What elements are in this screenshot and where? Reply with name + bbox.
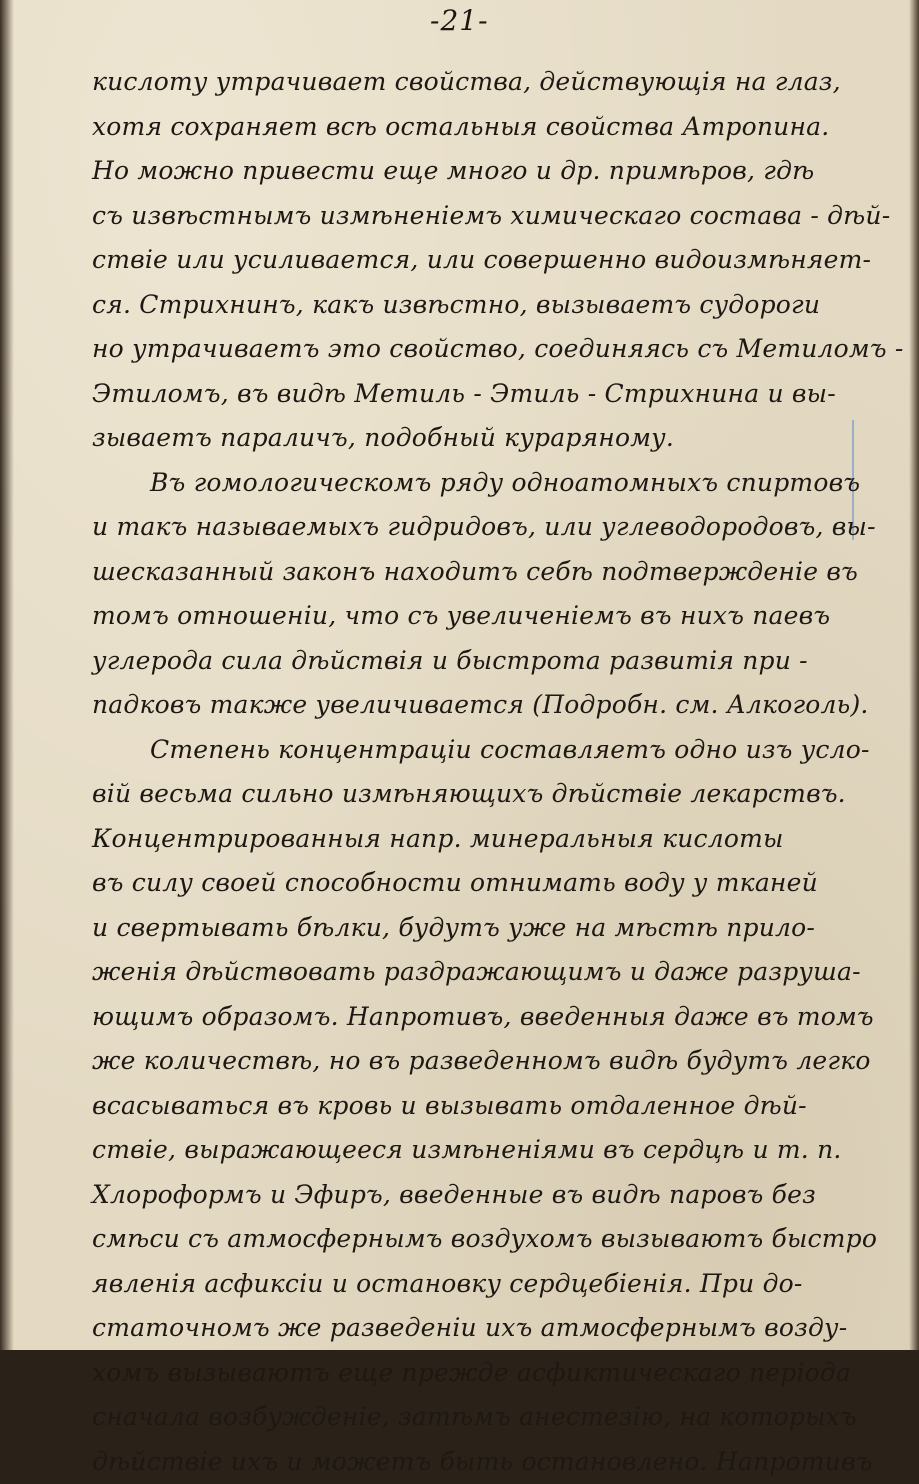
text-line: женiя дѣйствовать раздражающимъ и даже разруша- [92, 950, 862, 995]
text-line: сначала возбужденiе, затѣмъ анестезiю, на которыхъ [92, 1395, 862, 1440]
text-line: ствiе, выражающееся измѣненiями въ сердцѣ и т. п. [92, 1128, 862, 1173]
text-line: шесказанный законъ находитъ себѣ подтвержденiе въ [92, 550, 862, 595]
text-line: смѣси съ атмосфернымъ воздухомъ вызываютъ быстро [92, 1217, 862, 1262]
paragraph-start-line: Въ гомологическомъ ряду одноатомныхъ спиртовъ [92, 461, 862, 506]
text-line: въ силу своей способности отнимать воду у тканей [92, 861, 862, 906]
text-line: и такъ называемыхъ гидридовъ, или углеводородовъ, вы- [92, 505, 862, 550]
text-line: вiй весьма сильно измѣняющихъ дѣйствiе лекарствъ. [92, 772, 862, 817]
text-line: ющимъ образомъ. Напротивъ, введенныя даже въ томъ [92, 995, 862, 1040]
text-line: но утрачиваетъ это свойство, соединяясь съ Метиломъ - [92, 327, 862, 372]
book-binding-shadow [0, 0, 14, 1350]
text-line: всасываться въ кровь и вызывать отдаленное дѣй- [92, 1084, 862, 1129]
text-line: хотя сохраняет всѣ остальныя свойства Атропина. [92, 105, 862, 150]
handwritten-text-body [92, 60, 862, 1484]
text-line: томъ отношенiи, что съ увеличенiемъ въ нихъ паевъ [92, 594, 862, 639]
text-line: ствiе или усиливается, или совершенно видоизмѣняет- [92, 238, 862, 283]
text-line: зываетъ параличъ, подобный кураряному. [92, 416, 862, 461]
text-line: углерода сила дѣйствiя и быстрота развитiя при - [92, 639, 862, 684]
text-line: Но можно привести еще много и др. примѣров, гдѣ [92, 149, 862, 194]
text-line: статочномъ же разведенiи ихъ атмосфернымъ возду- [92, 1306, 862, 1351]
paragraph-start-line: Степень концентрацiи составляетъ одно изъ усло- [92, 728, 862, 773]
text-line: падковъ также увеличивается (Подробн. см. Алкоголь). [92, 683, 862, 728]
page-number: -21- [430, 4, 510, 37]
text-line: Этиломъ, въ видѣ Метиль - Этиль - Стрихнина и вы- [92, 372, 862, 417]
text-line: Концентрированныя напр. минеральныя кислоты [92, 817, 862, 862]
text-line: ся. Стрихнинъ, какъ извѣстно, вызываетъ судороги [92, 283, 862, 328]
text-line: съ извѣстнымъ измѣненiемъ химическаго состава - дѣй- [92, 194, 862, 239]
text-line: явленiя асфиксiи и остановку сердцебiенiя. При до- [92, 1262, 862, 1307]
text-line: же количествѣ, но въ разведенномъ видѣ будутъ легко [92, 1039, 862, 1084]
text-line: дѣйствiе ихъ и можетъ быть остановлено. Напротивъ [92, 1440, 862, 1484]
text-line: хомъ вызываютъ еще прежде асфиктическаго перiода [92, 1351, 862, 1396]
text-line: и свертывать бѣлки, будутъ уже на мѣстѣ прило- [92, 906, 862, 951]
page-edge-shadow [909, 0, 919, 1350]
text-line: Хлороформъ и Эфиръ, введенные въ видѣ паровъ без [92, 1173, 862, 1218]
text-line: кислоту утрачивает свойства, действующiя на глаз, [92, 60, 862, 105]
